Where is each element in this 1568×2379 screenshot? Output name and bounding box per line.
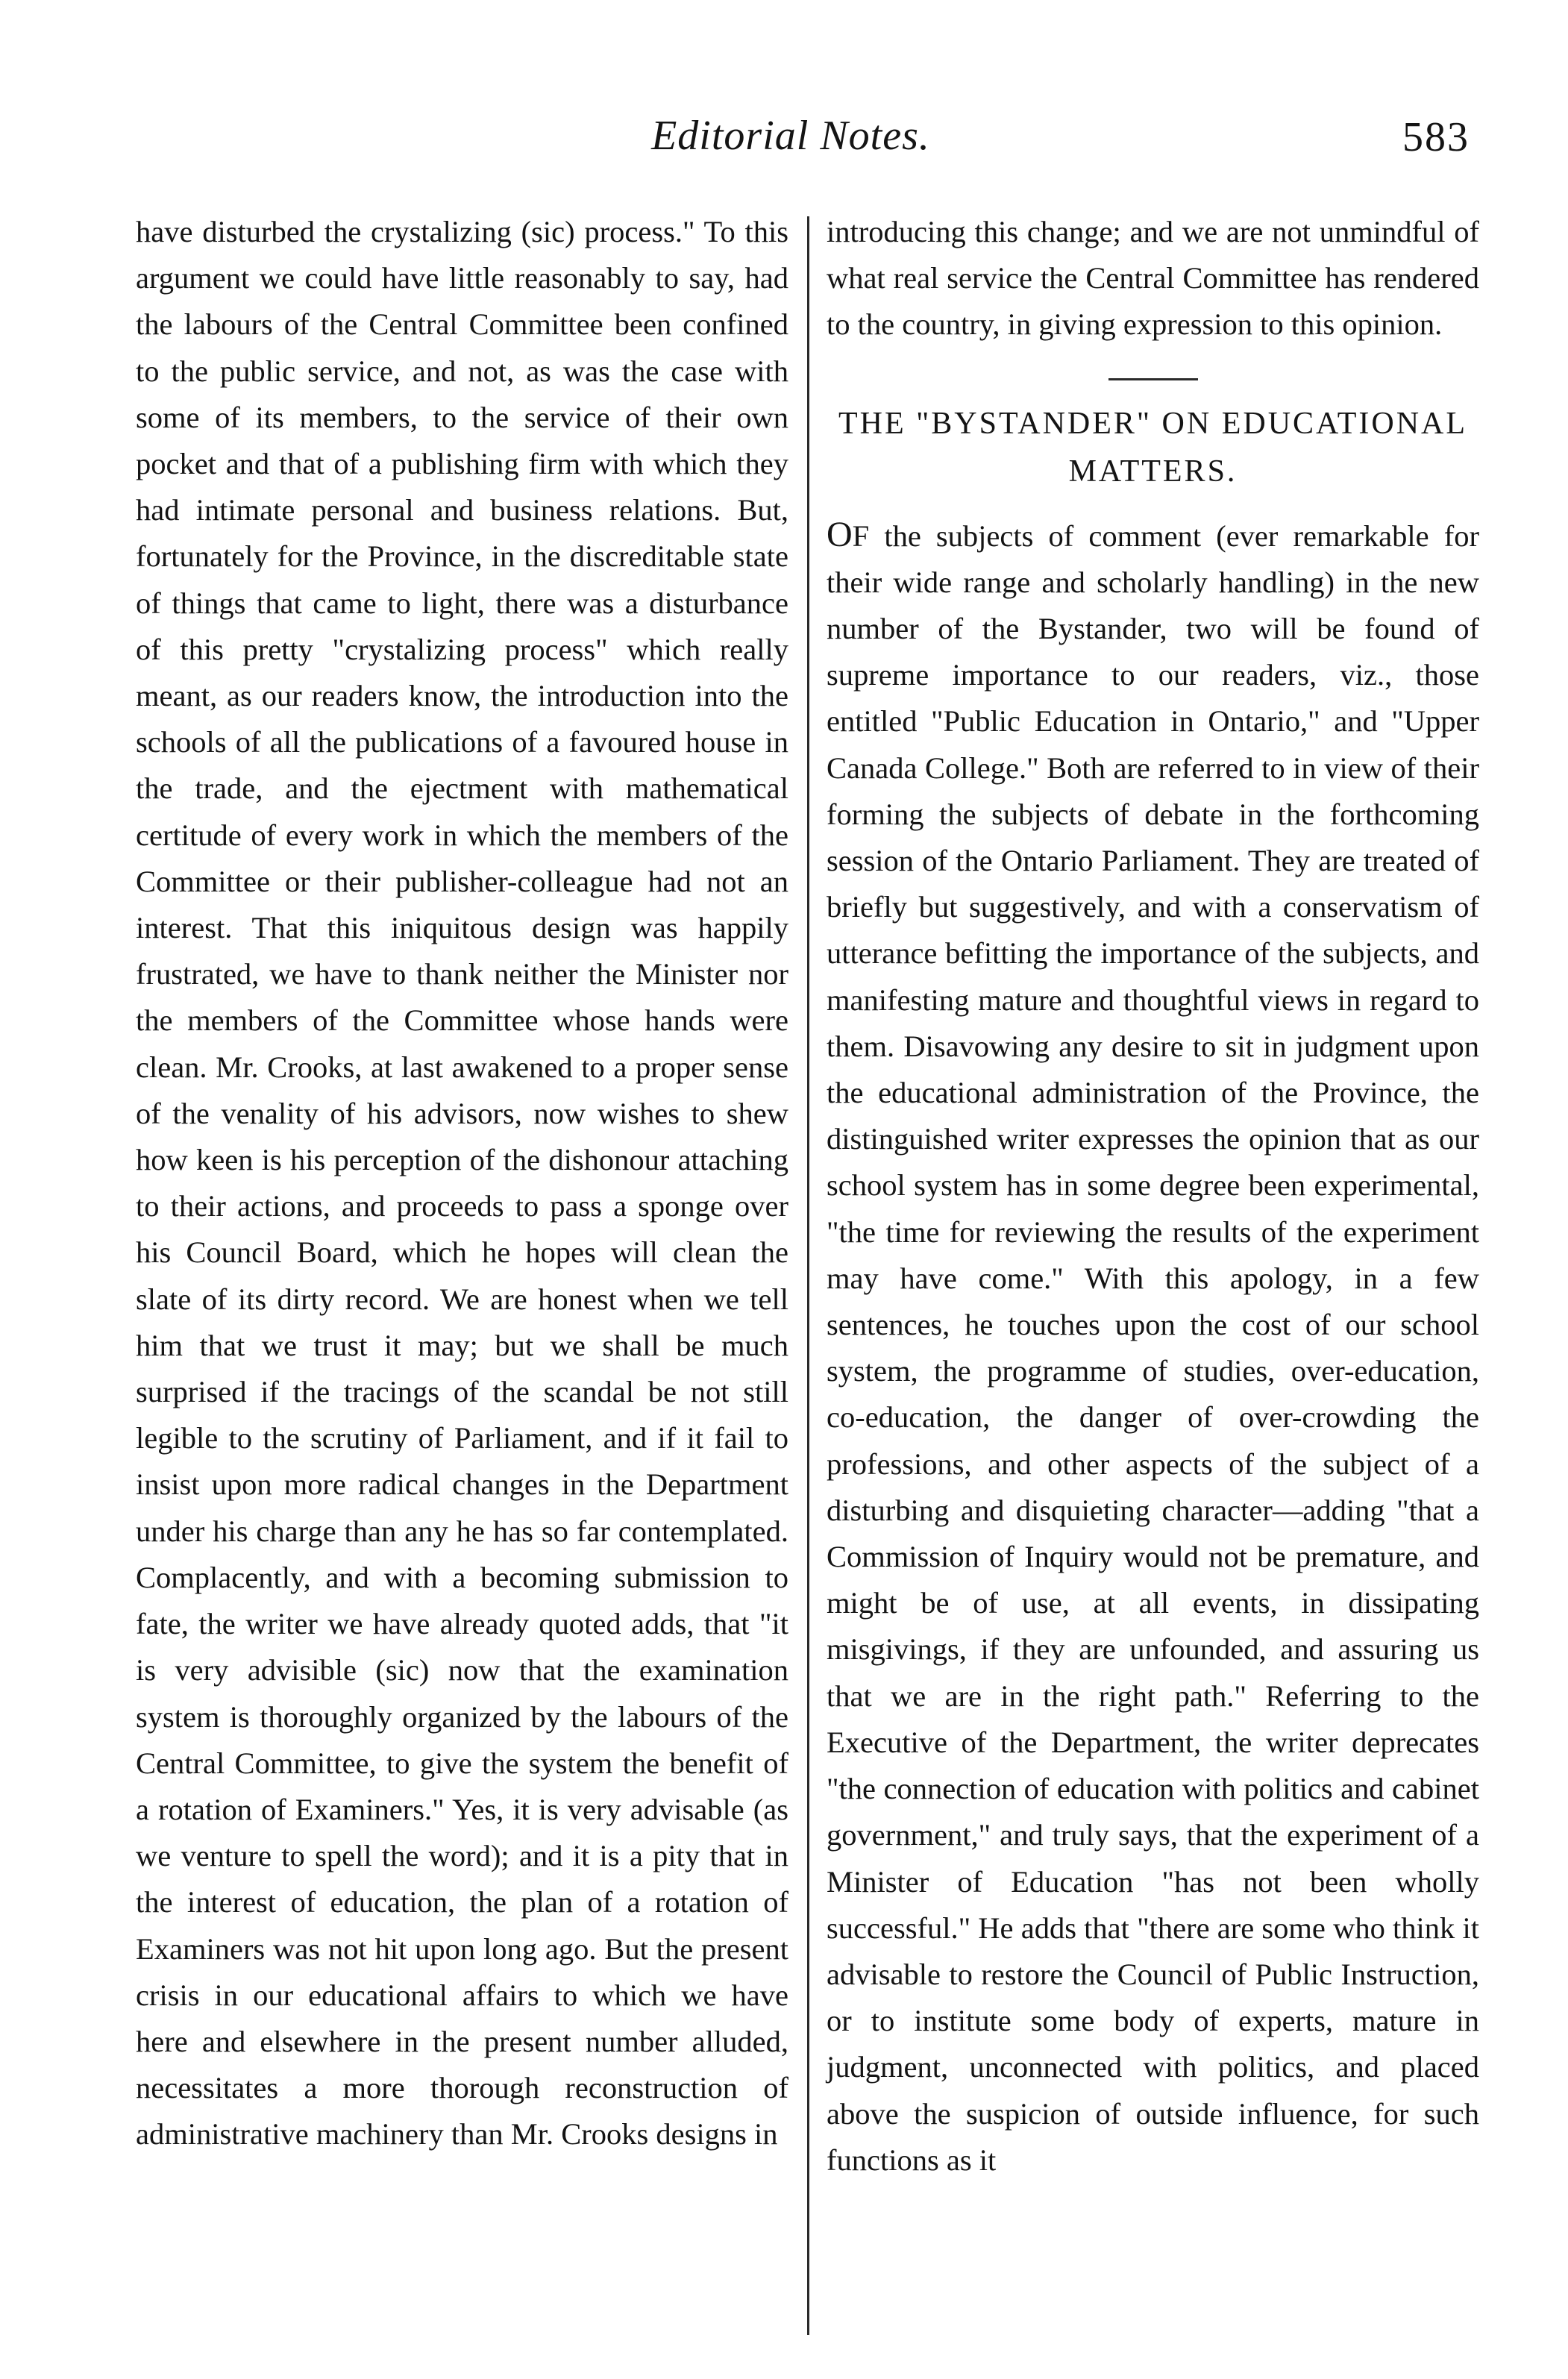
- right-column: [827, 209, 1479, 2184]
- continuation-paragraph: introducing this change; and we are not unmindful of what real service the Central Committee has rendered to the country, in giving expression to this opinion.: [827, 215, 1479, 342]
- running-title: Editorial Notes.: [651, 113, 930, 159]
- column-divider: [807, 216, 809, 2335]
- page-number: 583: [1402, 114, 1470, 160]
- article-body: OF the subjects of comment (ever remarkable for their wide range and scholarly handling) in the new number of the Bystander, two will be found of supreme importance to our readers, viz., those entitled "Public Education in Ontario," and "Upper Canada College." Both are referred to in view of their forming the subjects of debate in the forthcoming session of the Ontario Parliament. They are treated of briefly but suggestively, and with a conservatism of utterance befitting the importance of the subjects, and manifesting mature and thoughtful views in regard to them. Disavowing any desire to sit in judgment upon the educational administration of the Province, the distinguished writer expresses the opinion that as our school system has in some degree been experimental, "the time for reviewing the results of the experiment may have come." With this apology, in a few sentences, he touches upon the cost of our school system, the programme of studies, over-education, co-education, the danger of over-crowding the professions, and other aspects of the subject of a disturbing and disquieting character—adding "that a Commission of Inquiry would not be premature, and might be of use, at all events, in dissipating misgivings, if they are unfounded, and assuring us that we are in the right path." Referring to the Executive of the Department, the writer deprecates "the connection of education with politics and cabinet government," and truly says, that the experiment of a Minister of Education "has not been wholly successful." He adds that "there are some who think it advisable to restore the Council of Public Instruction, or to institute some body of experts, mature in judgment, unconnected with politics, and placed above the suspicion of outside influence, for such functions as it: [827, 514, 1479, 2177]
- section-rule: [1108, 378, 1198, 380]
- article-heading: THE "BYSTANDER" ON EDUCATIONAL MATTERS.: [838, 406, 1468, 489]
- left-column-text: have disturbed the crystalizing (sic) process." To this argument we could have little reasonably to say, had the labours of the Central Committee been confined to the public service, and not, as was the case with some of its members, to the service of their own pocket and that of a publishing firm with which they had intimate personal and business relations. But, fortunately for the Province, in the discreditable state of things that came to light, there was a disturbance of this pretty "crystalizing process" which really meant, as our readers know, the introduction into the schools of all the publications of a favoured house in the trade, and the ejectment with mathematical certitude of every work in which the members of the Committee or their publisher-colleague had not an interest. That this iniquitous design was happily frustrated, we have to thank neither the Minister nor the members of the Committee whose hands were clean. Mr. Crooks, at last awakened to a proper sense of the venality of his advisors, now wishes to shew how keen is his perception of the dishonour attaching to their actions, and proceeds to pass a sponge over his Council Board, which he hopes will clean the slate of its dirty record. We are honest when we tell him that we trust it may; but we shall be much surprised if the tracings of the scandal be not still legible to the scrutiny of Parliament, and if it fail to insist upon more radical changes in the Department under his charge than any he has so far contemplated. Complacently, and with a becoming submission to fate, the writer we have already quoted adds, that "it is very advisible (sic) now that the examination system is thoroughly organized by the labours of the Central Committee, to give the system the benefit of a rotation of Examiners." Yes, it is very advisable (as we venture to spell the word); and it is a pity that in the interest of education, the plan of a rotation of Examiners was not hit upon long ago. But the present crisis in our educational affairs to which we have here and elsewhere in the present number alluded, necessitates a more thorough reconstruction of administrative machinery than Mr. Crooks designs in: [136, 215, 788, 2151]
- left-column: [136, 209, 788, 2158]
- running-head: [0, 112, 1568, 179]
